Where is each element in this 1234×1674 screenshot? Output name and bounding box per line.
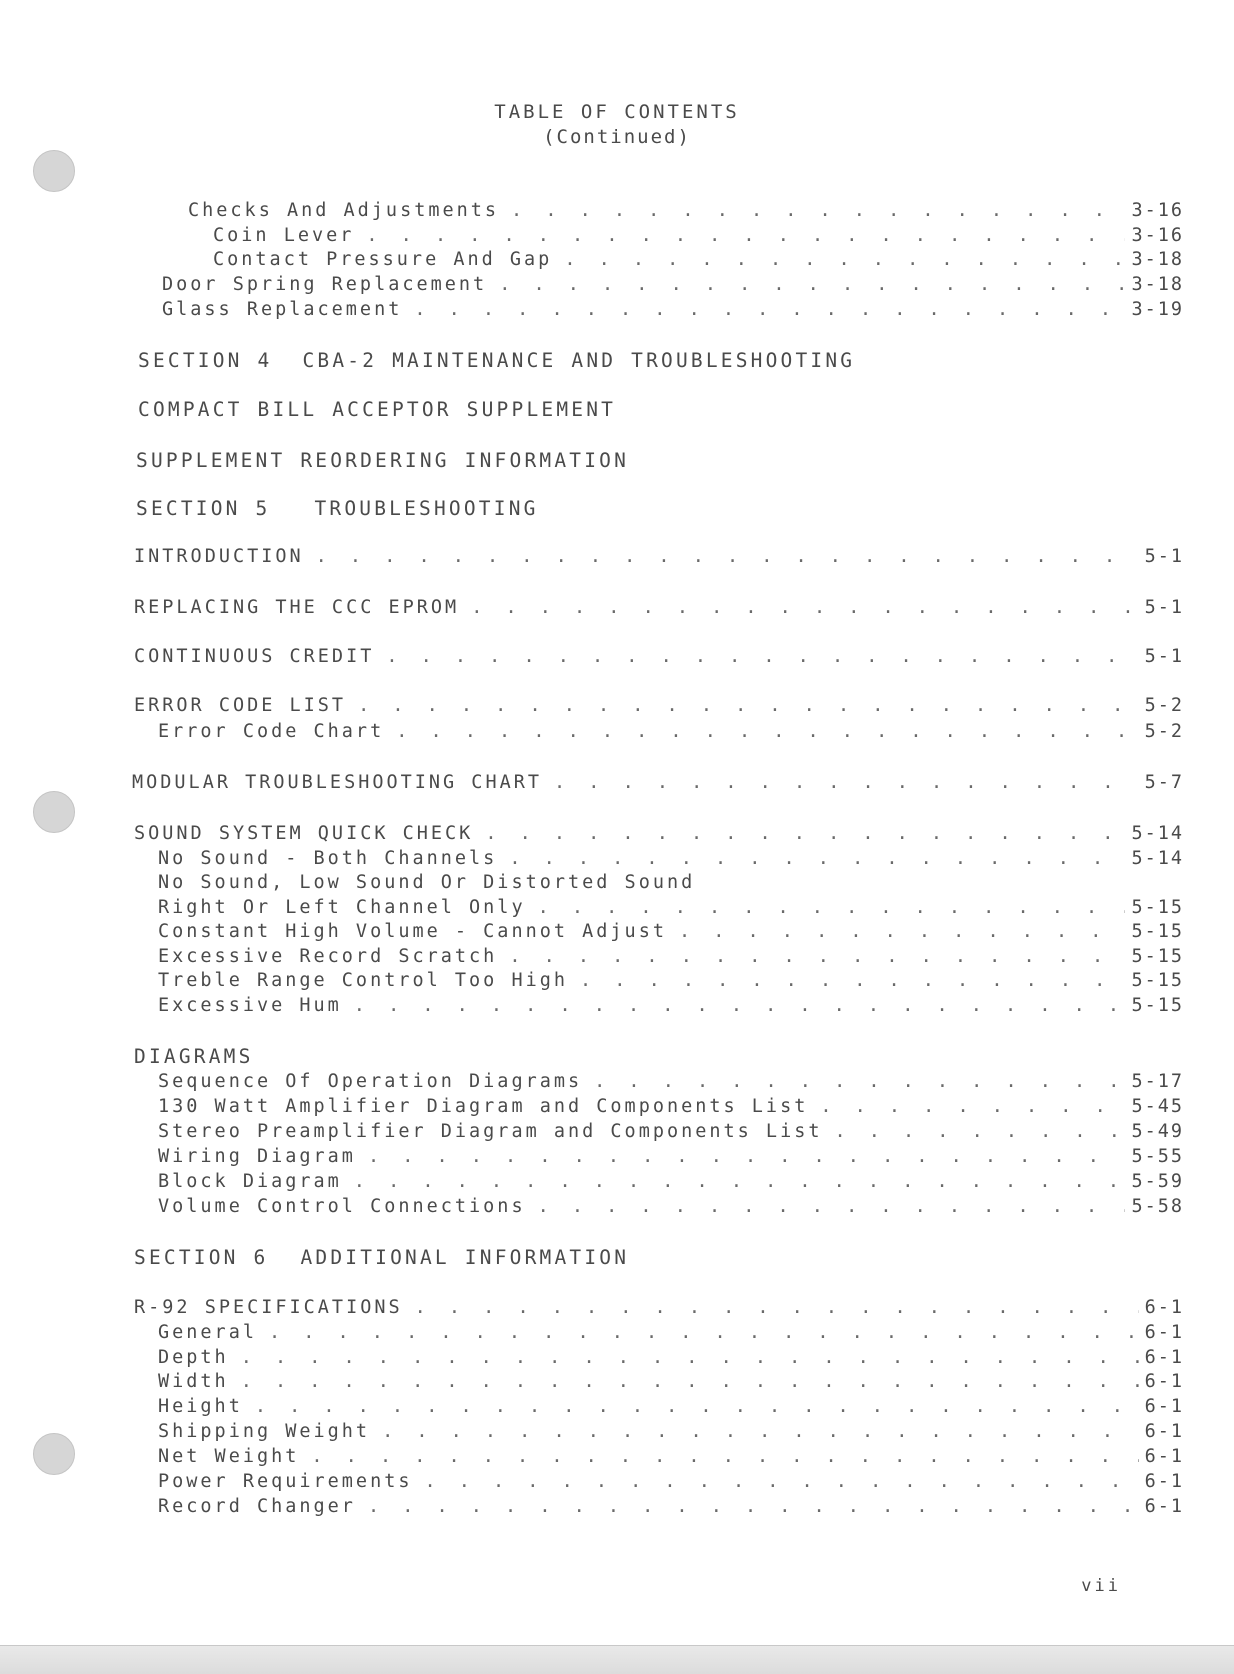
leader-dots: [594, 1071, 1125, 1092]
page-subtitle: (Continued): [543, 126, 691, 148]
toc-entry[interactable]: Height . . . 6-1: [158, 1396, 1184, 1420]
leader-dots: [255, 1396, 1139, 1417]
section-heading[interactable]: SUPPLEMENT REORDERING INFORMATION: [136, 449, 630, 472]
leader-dots: [382, 1421, 1139, 1442]
toc-entry[interactable]: Treble Range Control Too High . . . 5-15: [158, 970, 1184, 994]
toc-entry[interactable]: No Sound - Both Channels . . . 5-14: [158, 848, 1184, 872]
toc-entry[interactable]: Volume Control Connections . . . 5-58: [158, 1196, 1184, 1220]
page-title: TABLE OF CONTENTS: [494, 101, 740, 123]
leader-dots: [538, 1196, 1126, 1217]
toc-entry[interactable]: Excessive Hum . . . 5-15: [158, 995, 1184, 1019]
punch-hole: [33, 791, 75, 833]
section-heading[interactable]: DIAGRAMS: [134, 1045, 254, 1068]
leader-dots: [368, 1146, 1126, 1167]
section-heading[interactable]: COMPACT BILL ACCEPTOR SUPPLEMENT: [138, 398, 617, 421]
toc-entry[interactable]: R-92 SPECIFICATIONS . . . 6-1: [134, 1297, 1184, 1321]
toc-entry[interactable]: Stereo Preamplifier Diagram and Components List . . . 5-49: [158, 1121, 1184, 1145]
leader-dots: [386, 646, 1138, 667]
section-heading[interactable]: SECTION 6 ADDITIONAL INFORMATION: [134, 1246, 630, 1269]
leader-dots: [679, 921, 1125, 942]
toc-entry[interactable]: SOUND SYSTEM QUICK CHECK . . . 5-14: [134, 823, 1184, 847]
toc-entry[interactable]: Block Diagram . . . 5-59: [158, 1171, 1184, 1195]
toc-entry[interactable]: Shipping Weight . . . 6-1: [158, 1421, 1184, 1445]
leader-dots: [269, 1322, 1139, 1343]
scan-edge: [0, 1645, 1234, 1674]
toc-entry[interactable]: Power Requirements . . . 6-1: [158, 1471, 1184, 1495]
leader-dots: [471, 597, 1138, 618]
leader-dots: [485, 823, 1125, 844]
leader-dots: [358, 695, 1139, 716]
leader-dots: [509, 848, 1125, 869]
leader-dots: [368, 1496, 1139, 1517]
leader-dots: [241, 1347, 1139, 1368]
toc-entry[interactable]: Glass Replacement . . . 3-19: [162, 299, 1184, 323]
leader-dots: [316, 546, 1139, 567]
toc-entry[interactable]: ERROR CODE LIST . . . 5-2: [134, 695, 1184, 719]
leader-dots: [354, 995, 1126, 1016]
toc-entry[interactable]: Right Or Left Channel Only . . . 5-15: [158, 897, 1184, 921]
leader-dots: [414, 299, 1125, 320]
toc-entry[interactable]: Sequence Of Operation Diagrams . . . 5-17: [158, 1071, 1184, 1095]
leader-dots: [311, 1446, 1138, 1467]
toc-entry[interactable]: Depth . . . 6-1: [158, 1347, 1184, 1371]
page-number: vii: [1081, 1576, 1121, 1596]
punch-hole: [33, 1433, 75, 1475]
leader-dots: [564, 249, 1125, 270]
leader-dots: [834, 1121, 1125, 1142]
leader-dots: [511, 200, 1125, 221]
section-heading[interactable]: SECTION 5 TROUBLESHOOTING: [136, 497, 539, 520]
toc-entry[interactable]: Constant High Volume - Cannot Adjust . . . 5-15: [158, 921, 1184, 945]
leader-dots: [580, 970, 1125, 991]
leader-dots: [354, 1171, 1126, 1192]
toc-entry[interactable]: Error Code Chart . . . 5-2: [158, 721, 1184, 745]
toc-entry[interactable]: CONTINUOUS CREDIT . . . 5-1: [134, 646, 1184, 670]
toc-entry[interactable]: INTRODUCTION . . . 5-1: [134, 546, 1184, 570]
toc-entry[interactable]: Coin Lever . . . 3-16: [213, 225, 1184, 249]
toc-entry[interactable]: Wiring Diagram . . . 5-55: [158, 1146, 1184, 1170]
toc-entry[interactable]: Contact Pressure And Gap . . . 3-18: [213, 249, 1184, 273]
toc-entry[interactable]: Door Spring Replacement . . . 3-18: [162, 274, 1184, 298]
toc-entry[interactable]: MODULAR TROUBLESHOOTING CHART . . . 5-7: [132, 772, 1184, 796]
leader-dots: [509, 946, 1125, 967]
leader-dots: [396, 721, 1138, 742]
leader-dots: [424, 1471, 1138, 1492]
toc-entry[interactable]: No Sound, Low Sound Or Distorted Sound: [158, 872, 696, 893]
leader-dots: [820, 1096, 1125, 1117]
toc-entry[interactable]: Width . . . 6-1: [158, 1371, 1184, 1395]
leader-dots: [241, 1371, 1139, 1392]
toc-entry[interactable]: Excessive Record Scratch . . . 5-15: [158, 946, 1184, 970]
toc-entry[interactable]: 130 Watt Amplifier Diagram and Components List . . . 5-45: [158, 1096, 1184, 1120]
leader-dots: [415, 1297, 1139, 1318]
leader-dots: [366, 225, 1125, 246]
toc-entry[interactable]: REPLACING THE CCC EPROM . . . 5-1: [134, 597, 1184, 621]
toc-entry[interactable]: Record Changer . . . 6-1: [158, 1496, 1184, 1520]
leader-dots: [554, 772, 1139, 793]
toc-entry[interactable]: Net Weight . . . 6-1: [158, 1446, 1184, 1470]
section-heading[interactable]: SECTION 4 CBA-2 MAINTENANCE AND TROUBLESHOOTING: [138, 349, 856, 372]
leader-dots: [538, 897, 1126, 918]
leader-dots: [499, 274, 1125, 295]
toc-entry[interactable]: Checks And Adjustments . . . 3-16: [188, 200, 1184, 224]
punch-hole: [33, 150, 75, 192]
toc-entry[interactable]: General . . . 6-1: [158, 1322, 1184, 1346]
